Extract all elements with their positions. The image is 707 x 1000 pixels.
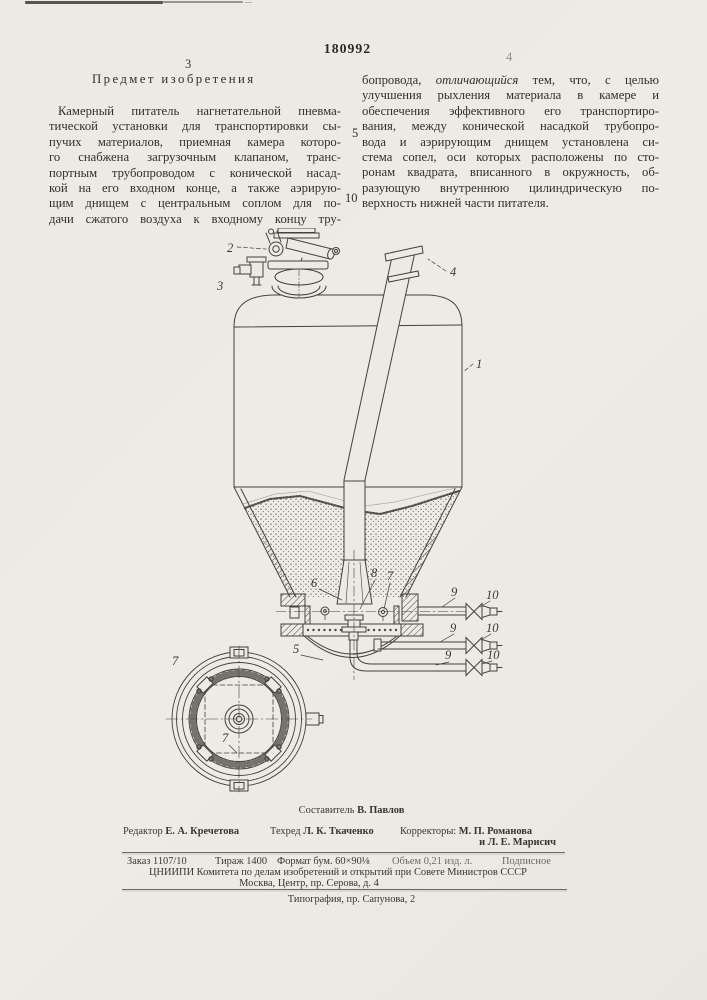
volume: Объем 0,21 изд. л. (392, 856, 473, 867)
editor-name: Е. А. Кречетова (165, 826, 240, 837)
editor-credit (123, 826, 239, 837)
correctors-credit (400, 826, 556, 848)
compiler-line (118, 805, 585, 816)
text-line: тической установки для транспортировки сы- (49, 119, 341, 134)
label-9: 9 (451, 585, 458, 599)
claims-left-column (49, 104, 341, 227)
page-number-right: 4 (506, 50, 513, 64)
text-line: улучшения рыхления материала в камере и (362, 88, 659, 103)
techred-name: Л. К. Ткаченко (303, 826, 374, 837)
scan-artifact-mid (163, 1, 243, 3)
text-line: вания, между конической насадкой трубопро- (362, 119, 659, 134)
scan-artifact-faint (245, 2, 252, 4)
label-10: 10 (486, 621, 499, 635)
claim-text: бопровода, (362, 73, 436, 87)
paper-format: Формат бум. 60×90⅛ (277, 856, 370, 867)
text-line: Камерный питатель нагнетательной пневма- (58, 104, 341, 118)
address-line: Москва, Центр, пр. Серова, д. 4 (239, 878, 379, 889)
valve (466, 604, 502, 620)
label-10: 10 (486, 588, 499, 602)
claim-text: тем, что, с целью (518, 73, 659, 87)
order-number: Заказ 1107/10 (127, 856, 187, 867)
label-8: 8 (371, 566, 378, 580)
side-fitting (234, 257, 266, 285)
label-3: 3 (217, 279, 224, 293)
label-2: 2 (227, 241, 234, 255)
margin-line-number-5: 5 (352, 126, 359, 140)
claims-right-lines (362, 88, 659, 211)
text-line: кой на его входном конце, а также аэрирую- (49, 180, 341, 195)
claims-right-column (362, 73, 659, 212)
subscription-note: Подписное (502, 856, 551, 867)
claim-text-italic: отличающийся (435, 73, 519, 87)
label-9: 9 (450, 621, 457, 635)
patent-number: 180992 (323, 41, 372, 56)
correctors-line-2: и Л. Е. Марисич (479, 837, 556, 848)
text-line: го снабжена загрузочным клапаном, транс- (49, 150, 341, 165)
text-line: ронам квадрата, вписанного в окружность, об- (362, 165, 659, 180)
text-line: портным трубопроводом с конической насад- (49, 165, 341, 180)
label-7-section: 7 (387, 569, 394, 583)
label-5: 5 (293, 642, 300, 656)
text-line: стема сопел, оси которых расположены по сто- (362, 149, 659, 164)
scan-artifact-dark (25, 1, 163, 4)
label-6: 6 (311, 576, 318, 590)
text-line: дачи сжатого воздуха к входному концу тру- (49, 211, 341, 226)
loading-valve (266, 228, 340, 298)
air-pipes-and-valves (350, 604, 502, 676)
correctors-line-1: Корректоры: М. П. Романова (400, 826, 533, 837)
label-7-plan-inner: 7 (222, 731, 229, 745)
printer-line: Типография, пр. Сапунова, 2 (287, 894, 416, 905)
techred-label: Техред (270, 826, 301, 837)
label-7-plan-outer: 7 (172, 654, 179, 668)
label-10: 10 (487, 648, 500, 662)
text-line: щим днищем с центральным соплом для по- (49, 196, 341, 211)
patent-drawing (140, 228, 520, 808)
text-line: разующую внутреннюю цилиндрическую по- (362, 180, 659, 195)
page-number-left: 3 (185, 57, 192, 71)
label-4: 4 (450, 265, 457, 279)
compiler-label: Составитель (298, 805, 355, 816)
footer-rule-bottom (122, 889, 567, 890)
margin-line-number-10: 10 (345, 191, 358, 205)
bottom-plan-view (166, 646, 323, 792)
compiler-name: В. Павлов (357, 805, 405, 816)
techred-credit (270, 826, 374, 837)
print-run: Тираж 1400 (215, 856, 268, 867)
section-title: Предмет изобретения (92, 72, 256, 86)
text-line: верхность нижней части питателя. (362, 196, 549, 211)
text-line: вода и аэрирующим днищем установлена си- (362, 134, 659, 149)
text-line (362, 73, 659, 88)
text-line: обеспечения эффективного его транспортиро- (362, 103, 659, 118)
footer-rule-top (122, 852, 565, 853)
org-line: ЦНИИПИ Комитета по делам изобретений и открытий при Совете Министров СССР (149, 867, 527, 878)
text-line: пучих материалов, приемная камера которо- (49, 134, 341, 149)
label-9: 9 (445, 648, 452, 662)
label-1: 1 (476, 357, 483, 371)
editor-label: Редактор (123, 826, 163, 837)
